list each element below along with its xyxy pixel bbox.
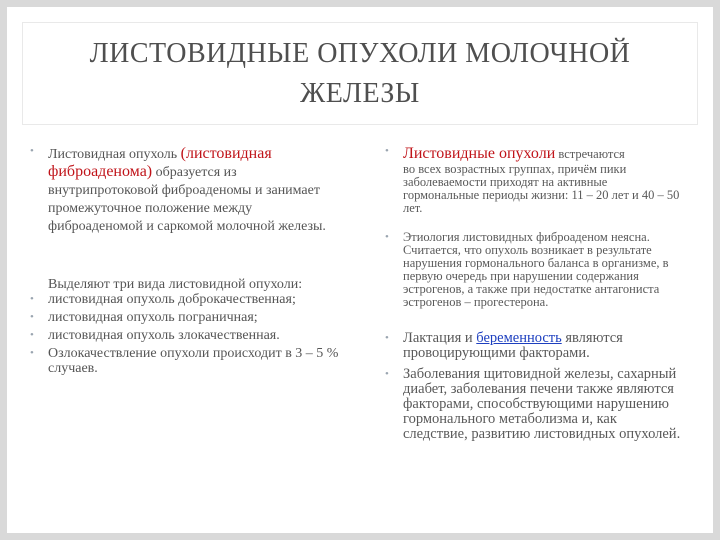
- malignization-rate: [30, 346, 348, 376]
- right-column: [385, 145, 685, 442]
- title-box: [22, 22, 698, 125]
- etiology-text: Этиология листовидных фиброаденом неясна. Считается, что опухоль возникает в результате нарушения гормонального баланса в организме, в первую очередь при нарушении содержания эстрогенов, а также при недостатке антагониста эстрогенов – прогестерона.: [403, 230, 669, 309]
- right-bullet-diseases: [385, 367, 685, 442]
- bullet-icon: •: [385, 332, 389, 344]
- type-item-label: листовидная опухоль пограничная;: [48, 310, 258, 325]
- type-item-label: листовидная опухоль злокачественная.: [48, 328, 280, 343]
- lactation-text-b: являются провоцирующими факторами.: [403, 330, 623, 361]
- right-bullet-occurrence: [385, 145, 685, 215]
- definition-text-a: Листовидная опухоль: [48, 147, 181, 162]
- right-bullet-lactation: [385, 331, 685, 361]
- bullet-icon: •: [30, 329, 34, 341]
- bullet-icon: •: [30, 311, 34, 323]
- occurrence-highlight: Листовидные опухоли: [403, 145, 556, 162]
- type-item-label: листовидная опухоль доброкачественная;: [48, 292, 296, 307]
- bullet-icon: •: [30, 347, 34, 359]
- type-item-benign: [30, 292, 348, 307]
- bullet-icon: •: [385, 368, 389, 380]
- definition-text-b: образуется из внутрипротоковой фиброаденомы и занимает промежуточное положение между фиброаденомой и саркомой молочной железы.: [48, 165, 326, 234]
- occurrence-text-a: встречаются: [555, 147, 625, 161]
- definition-highlight: (листовидная фиброаденома): [48, 145, 272, 180]
- occurrence-text-b: во всех возрастных группах, причём пики заболеваемости приходят на активные гормональные периоды жизни: 11 – 20 лет и 40 – 50 лет.: [403, 162, 680, 215]
- bullet-icon: •: [30, 145, 34, 157]
- lactation-text-a: Лактация и: [403, 330, 477, 346]
- slide-title-line-2: ЖЕЛЕЗЫ: [300, 77, 420, 109]
- pregnancy-link[interactable]: беременность: [476, 330, 562, 346]
- bullet-icon: •: [385, 231, 389, 243]
- left-column: [30, 145, 348, 376]
- right-bullet-etiology: [385, 231, 685, 309]
- bullet-icon: •: [385, 145, 389, 157]
- diseases-text: Заболевания щитовидной железы, сахарный диабет, заболевания печени также являются факторами, способствующими нарушению гормонального метаболизма и, как следствие, развитию листовидных опухолей.: [403, 366, 681, 442]
- type-item-borderline: [30, 310, 348, 325]
- malignization-text: Озлокачествление опухоли происходит в 3 – 5 % случаев.: [48, 346, 339, 376]
- type-item-malignant: [30, 328, 348, 343]
- types-intro: Выделяют три вида листовидной опухоли:: [48, 277, 303, 292]
- bullet-icon: •: [30, 293, 34, 305]
- left-bullet-definition: [30, 145, 348, 235]
- slide-title-line-1: ЛИСТОВИДНЫЕ ОПУХОЛИ МОЛОЧНОЙ: [89, 37, 631, 69]
